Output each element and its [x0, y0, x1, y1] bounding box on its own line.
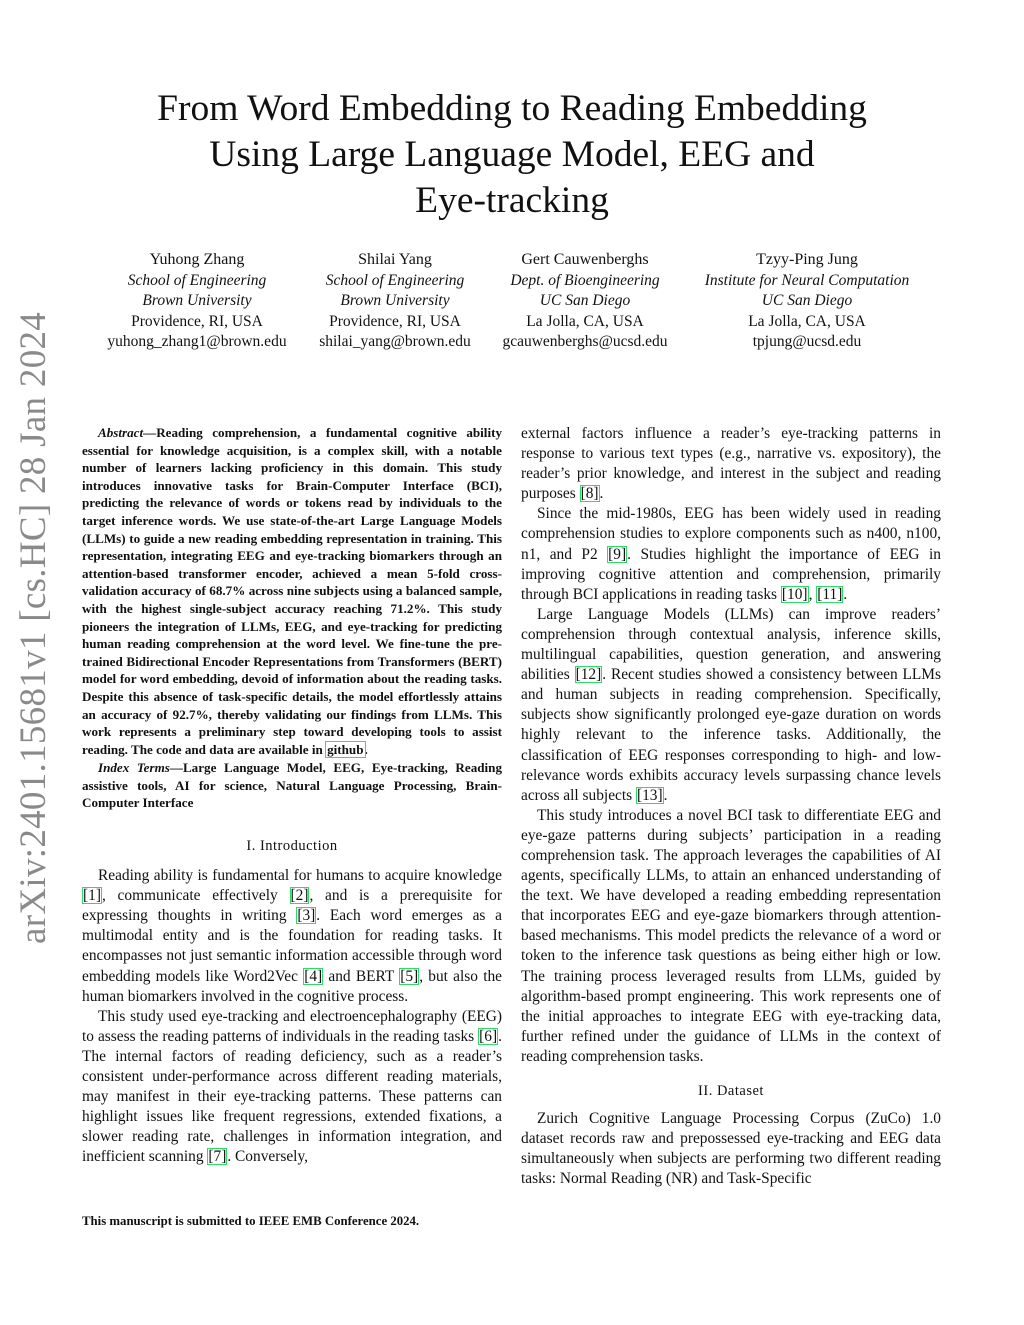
title-line: From Word Embedding to Reading Embedding — [157, 88, 867, 129]
citation-link[interactable]: [12] — [575, 666, 602, 684]
author-name: Gert Cauwenberghs — [521, 251, 649, 268]
index-terms — [82, 759, 502, 812]
right-column — [521, 424, 941, 1189]
section-heading-dataset: II. Dataset — [698, 1083, 764, 1099]
paragraph-text: , communicate effectively — [101, 887, 278, 905]
paragraph-text: . — [599, 485, 604, 503]
abstract-end: . — [364, 741, 368, 757]
author-affiliation: School of Engineering — [325, 271, 465, 289]
citation-link[interactable]: [3] — [297, 907, 316, 925]
paragraph-text: external factors influence a reader’s eye-tracking patterns in response to various text types (e.g., narrative vs. expository), the reader’s prior knowledge, and interest in the subject and reading purposes — [521, 425, 941, 503]
paragraph-text: , but also the human biomarkers involved in the cognitive process. — [82, 967, 503, 1005]
citation-link[interactable]: [11] — [817, 585, 843, 603]
paragraph-text: . — [663, 786, 668, 804]
title-line: Using Large Language Model, EEG and — [209, 134, 815, 175]
left-column — [82, 424, 502, 1167]
author-location: La Jolla, CA, USA — [526, 312, 644, 330]
abstract-label: Abstract— — [98, 425, 157, 440]
paper-title — [90, 86, 934, 224]
paragraph-text: This study used eye-tracking and electroencephalography (EEG) to assess the reading patterns of individuals in the reading tasks — [82, 1007, 502, 1045]
citation-link[interactable]: [7] — [208, 1148, 227, 1166]
paragraph-text: , and is a prerequisite for expressing thoughts in writing — [82, 887, 502, 925]
paragraph-text: . The internal factors of reading deficiency, such as a reader’s consistent under-performance across different reading materials, may manifest in their eye-tracking patterns. These patterns can highlight issues like frequent regressions, extended fixations, a slower reading rate, challenges in information integration, and inefficient scanning — [82, 1027, 502, 1166]
intro-paragraph — [82, 1007, 502, 1168]
author-entry — [300, 250, 490, 353]
paragraph-text: . Recent studies showed a consistency between LLMs and human subjects in reading comprehension. Specifically, subjects show significantly prolonged eye-gaze duration on words highly relevant to the inference tasks. Additionally, the classification of EEG responses corresponding to high- and low-relevance words exhibits accuracy levels surpassing chance levels across all subjects — [521, 666, 941, 804]
citation-link[interactable]: [4] — [304, 967, 323, 985]
author-location: La Jolla, CA, USA — [748, 312, 866, 330]
author-block — [94, 250, 934, 353]
intro-paragraph — [521, 605, 941, 806]
arxiv-identifier-stamp: arXiv:2401.15681v1 [cs.HC] 28 Jan 2024 — [13, 311, 54, 944]
paragraph-text: Since the mid-1980s, EEG has been widely used in reading comprehension studies to explore components such as n400, n100, n1, and P2 — [521, 505, 941, 563]
index-terms-label: Index Terms— — [98, 760, 183, 776]
author-email: yuhong_zhang1@brown.edu — [107, 333, 287, 350]
author-email: tpjung@ucsd.edu — [752, 333, 862, 350]
citation-link[interactable]: [2] — [290, 887, 309, 905]
abstract — [82, 424, 502, 758]
author-email: gcauwenberghs@ucsd.edu — [502, 333, 668, 350]
author-institution: UC San Diego — [761, 292, 853, 309]
abstract-text: Reading comprehension, a fundamental cognitive ability essential for knowledge acquisition, is a complex skill, with a notable number of learners lacking proficiency in this domain. This study introduces innovative tasks for Brain-Computer Interface (BCI), predicting the relevance of words or tokens read by individuals to the target inference words. We use state-of-the-art Large Language Models (LLMs) to guide a new reading embedding representation in training. This representation, integrating EEG and eye-tracking biomarkers through an attention-based transformer encoder, achieved a mean 5-fold cross-validation accuracy of 68.7% across nine subjects using a balanced sample, with the highest single-subject accuracy reaching 71.2%. This study pioneers the integration of LLMs, EEG, and eye-tracking for predicting human reading comprehension at the word level. We fine-tune the pre-trained Bidirectional Encoder Representations from Transformers (BERT) model for word embedding, devoid of information about the reading tasks. Despite this absence of task-specific details, the model effortlessly attains an accuracy of 92.7%, thereby validating our findings from LLMs. This work represents a preliminary step toward developing tools to assist reading. The code and data are available in — [82, 425, 502, 757]
section-heading-introduction: I. Introduction — [246, 838, 338, 855]
title-line: Eye-tracking — [415, 180, 609, 221]
intro-paragraph-continued — [521, 424, 941, 504]
paragraph-text: , — [808, 585, 813, 603]
paragraph-text: . — [843, 585, 848, 603]
index-terms-text: Large Language Model, EEG, Eye-tracking, Reading assistive tools, AI for science, Natural Language Processing, Brain-Computer Interface — [82, 760, 502, 811]
paragraph-text: . Conversely, — [227, 1148, 308, 1166]
author-institution: Brown University — [142, 292, 252, 309]
citation-link[interactable]: [1] — [83, 887, 101, 905]
submission-footnote: This manuscript is submitted to IEEE EMB Conference 2024. — [82, 1214, 420, 1228]
citation-link[interactable]: [6] — [479, 1027, 498, 1045]
author-entry — [490, 250, 680, 353]
author-entry — [94, 250, 300, 353]
citation-link[interactable]: [10] — [781, 585, 808, 603]
author-institution: Brown University — [340, 292, 450, 309]
citation-link[interactable]: [13] — [636, 786, 663, 804]
paragraph-text: . Studies highlight the importance of EEG in improving cognitive attention and comprehension, primarily through BCI applications in reading tasks — [521, 545, 941, 603]
author-affiliation: School of Engineering — [127, 271, 267, 289]
author-affiliation: Institute for Neural Computation — [704, 271, 910, 289]
author-affiliation: Dept. of Bioengineering — [510, 271, 660, 289]
intro-paragraph — [82, 866, 502, 1007]
author-location: Providence, RI, USA — [329, 312, 461, 330]
paragraph-text: Reading ability is fundamental for humans to acquire knowledge — [98, 867, 502, 885]
author-location: Providence, RI, USA — [131, 312, 263, 330]
paragraph-text: Large Language Models (LLMs) can improve readers’ comprehension through contextual analysis, inference skills, multilingual capabilities, question generation, and answering abilities — [521, 605, 941, 684]
paragraph-text: . Each word emerges as a multimodal entity and is the foundation for reading tasks. It encompasses not just semantic information accessible through word embedding models like Word2Vec — [82, 907, 502, 985]
citation-link[interactable]: [5] — [400, 967, 419, 985]
author-name: Tzyy-Ping Jung — [756, 251, 858, 268]
dataset-paragraph: Zurich Cognitive Language Processing Corpus (ZuCo) 1.0 dataset records raw and prepossessed eye-tracking and EEG data simultaneously when subjects are performing two different reading tasks: Normal Reading (NR) and Task-Specific — [521, 1110, 941, 1188]
intro-paragraph — [521, 504, 941, 604]
author-name: Shilai Yang — [358, 251, 432, 268]
github-link[interactable]: github — [327, 741, 364, 757]
citation-link[interactable]: [9] — [608, 545, 627, 563]
author-name: Yuhong Zhang — [149, 251, 245, 268]
author-entry — [680, 250, 934, 353]
author-email: shilai_yang@brown.edu — [319, 333, 471, 350]
citation-link[interactable]: [8] — [580, 485, 599, 503]
paragraph-text: and BERT — [328, 967, 394, 985]
intro-paragraph: This study introduces a novel BCI task to differentiate EEG and eye-gaze patterns during subjects’ participation in a reading comprehension task. The approach leverages the capabilities of AI agents, specifically LLMs, to attain an enhanced understanding of the text. We have developed a reading embedding representation that incorporates EEG and eye-gaze biomarkers through attention-based mechanisms. This model predicts the relevance of a word or token to the inference task questions as being either high or low. The training process leveraged results from LLMs, guided by algorithm-based prompt engineering. This work represents one of the initial approaches to integrate EEG with eye-tracking data, further refined under the guidance of LLMs in the context of reading comprehension tasks. — [521, 806, 941, 1065]
author-institution: UC San Diego — [539, 292, 631, 309]
